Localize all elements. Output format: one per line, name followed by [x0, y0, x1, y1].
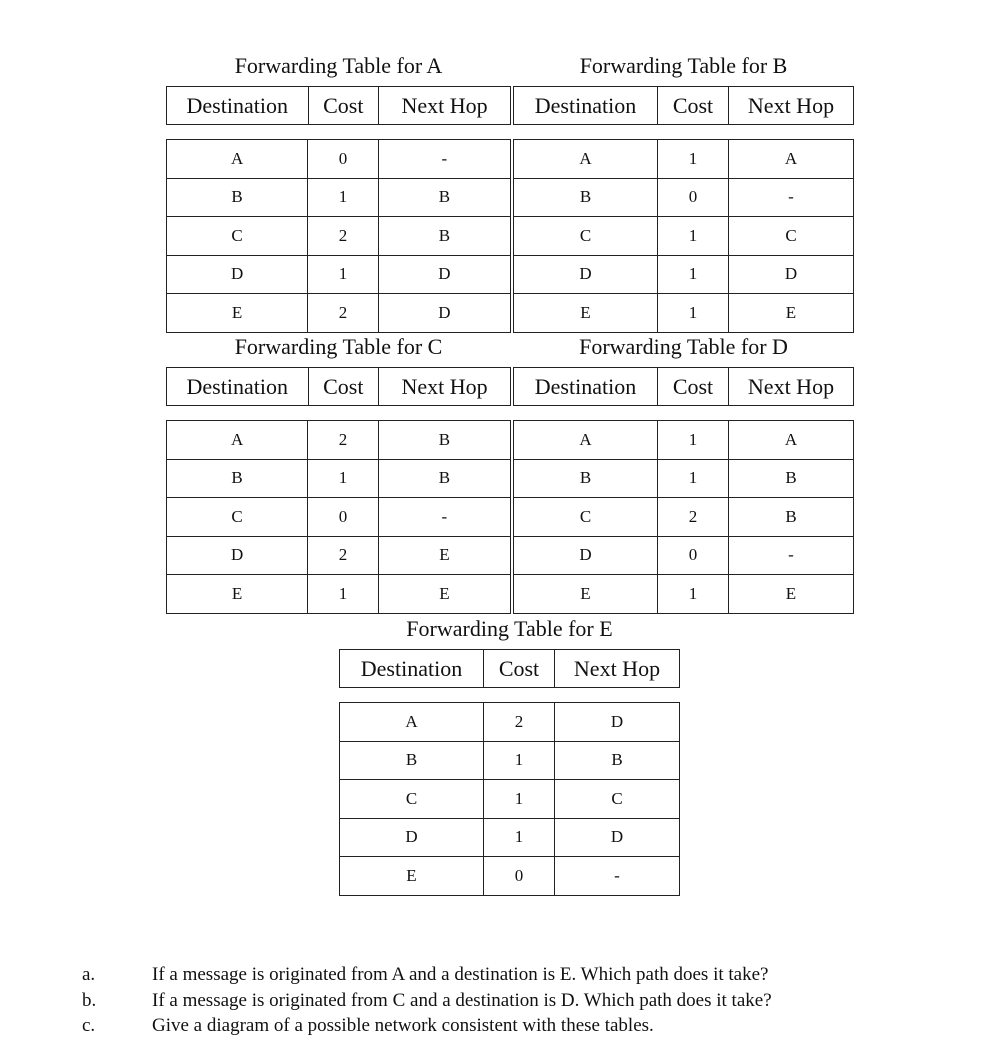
cell-cost: 1 — [658, 575, 729, 614]
cell-cost: 2 — [308, 217, 379, 256]
table-row — [514, 178, 854, 217]
table-row — [167, 140, 511, 179]
cell-next-hop: C — [729, 217, 854, 256]
cell-cost: 1 — [658, 140, 729, 179]
cell-cost: 0 — [658, 178, 729, 217]
cell-next-hop: B — [555, 741, 680, 780]
cell-next-hop: C — [555, 780, 680, 819]
cell-cost: 0 — [484, 857, 555, 896]
cell-next-hop: D — [555, 818, 680, 857]
cell-destination: B — [167, 178, 308, 217]
header-destination: Destination — [167, 87, 309, 125]
header-destination: Destination — [514, 368, 658, 406]
table-header — [513, 367, 854, 406]
cell-destination: C — [514, 217, 658, 256]
table-row — [514, 459, 854, 498]
cell-next-hop: D — [378, 294, 510, 333]
question-label: a. — [82, 964, 96, 985]
table-row — [514, 575, 854, 614]
cell-next-hop: E — [729, 294, 854, 333]
forwarding-table-e — [339, 616, 680, 889]
header-cost: Cost — [658, 87, 729, 125]
table-row — [514, 536, 854, 575]
table-row — [167, 498, 511, 537]
table-row — [514, 255, 854, 294]
cell-next-hop: - — [555, 857, 680, 896]
question-list — [76, 962, 936, 1039]
forwarding-table-c — [166, 334, 511, 607]
table-header — [166, 86, 511, 125]
cell-next-hop: E — [729, 575, 854, 614]
table-header — [513, 86, 854, 125]
cell-next-hop: B — [378, 421, 510, 460]
table-title: Forwarding Table for A — [234, 53, 443, 78]
question-text: If a message is originated from A and a destination is E. Which path does it take? — [152, 964, 769, 985]
header-next-hop: Next Hop — [729, 368, 854, 406]
cell-destination: D — [514, 255, 658, 294]
cell-cost: 1 — [308, 255, 379, 294]
cell-cost: 2 — [658, 498, 729, 537]
cell-destination: E — [167, 294, 308, 333]
cell-destination: E — [340, 857, 484, 896]
cell-destination: C — [167, 498, 308, 537]
cell-next-hop: - — [378, 498, 510, 537]
cell-cost: 1 — [308, 178, 379, 217]
cell-cost: 1 — [658, 459, 729, 498]
cell-cost: 1 — [658, 421, 729, 460]
cell-destination: A — [167, 140, 308, 179]
cell-next-hop: A — [729, 421, 854, 460]
table-title: Forwarding Table for B — [579, 53, 788, 78]
header-cost: Cost — [308, 87, 379, 125]
table-row — [514, 498, 854, 537]
cell-cost: 1 — [658, 217, 729, 256]
forwarding-table-a — [166, 53, 511, 326]
question-label: b. — [82, 989, 97, 1011]
table-row — [340, 741, 680, 780]
question-item — [76, 1013, 936, 1039]
cell-destination: A — [340, 703, 484, 742]
cell-destination: C — [514, 498, 658, 537]
cell-cost: 1 — [658, 294, 729, 333]
forwarding-table-d — [513, 334, 854, 607]
cell-next-hop: E — [378, 575, 510, 614]
table-row — [514, 140, 854, 179]
cell-destination: A — [514, 140, 658, 179]
cell-cost: 1 — [484, 818, 555, 857]
cell-next-hop: D — [555, 703, 680, 742]
table-title: Forwarding Table for E — [406, 616, 613, 641]
table-row — [340, 780, 680, 819]
question-item — [76, 962, 936, 988]
cell-cost: 0 — [308, 140, 379, 179]
table-row — [167, 421, 511, 460]
cell-destination: B — [340, 741, 484, 780]
cell-destination: A — [514, 421, 658, 460]
cell-cost: 2 — [308, 536, 379, 575]
cell-next-hop: D — [378, 255, 510, 294]
table-header — [339, 649, 680, 688]
cell-next-hop: D — [729, 255, 854, 294]
question-text: Give a diagram of a possible network consistent with these tables. — [152, 1015, 654, 1036]
cell-next-hop: - — [729, 178, 854, 217]
cell-destination: C — [340, 780, 484, 819]
table-header — [166, 367, 511, 406]
cell-destination: D — [514, 536, 658, 575]
header-cost: Cost — [658, 368, 729, 406]
cell-destination: A — [167, 421, 308, 460]
header-next-hop: Next Hop — [379, 87, 511, 125]
table-title: Forwarding Table for D — [579, 334, 788, 359]
cell-destination: E — [514, 575, 658, 614]
cell-cost: 2 — [484, 703, 555, 742]
cell-next-hop: B — [378, 459, 510, 498]
cell-destination: D — [167, 536, 308, 575]
cell-destination: E — [167, 575, 308, 614]
header-next-hop: Next Hop — [379, 368, 511, 406]
table-body — [166, 420, 511, 614]
cell-next-hop: - — [729, 536, 854, 575]
cell-cost: 0 — [308, 498, 379, 537]
cell-cost: 2 — [308, 294, 379, 333]
cell-next-hop: B — [729, 459, 854, 498]
cell-destination: E — [514, 294, 658, 333]
table-body — [339, 702, 680, 896]
cell-next-hop: B — [378, 217, 510, 256]
cell-cost: 1 — [484, 741, 555, 780]
table-row — [340, 703, 680, 742]
cell-destination: D — [340, 818, 484, 857]
table-body — [513, 420, 854, 614]
question-label: c. — [82, 1015, 96, 1036]
table-row — [167, 294, 511, 333]
table-row — [514, 217, 854, 256]
header-cost: Cost — [484, 650, 555, 688]
table-row — [167, 178, 511, 217]
cell-next-hop: B — [378, 178, 510, 217]
cell-next-hop: - — [378, 140, 510, 179]
table-title: Forwarding Table for C — [234, 334, 443, 359]
header-next-hop: Next Hop — [555, 650, 680, 688]
cell-cost: 1 — [308, 459, 379, 498]
cell-cost: 1 — [484, 780, 555, 819]
cell-next-hop: B — [729, 498, 854, 537]
question-item — [76, 988, 936, 1014]
table-row — [167, 255, 511, 294]
table-row — [167, 536, 511, 575]
table-row — [340, 857, 680, 896]
table-row — [514, 421, 854, 460]
cell-destination: B — [167, 459, 308, 498]
table-row — [167, 575, 511, 614]
cell-destination: B — [514, 178, 658, 217]
cell-next-hop: A — [729, 140, 854, 179]
table-row — [167, 217, 511, 256]
cell-cost: 0 — [658, 536, 729, 575]
table-body — [513, 139, 854, 333]
table-body — [166, 139, 511, 333]
cell-destination: D — [167, 255, 308, 294]
table-row — [514, 294, 854, 333]
header-destination: Destination — [340, 650, 484, 688]
header-destination: Destination — [167, 368, 309, 406]
cell-cost: 1 — [658, 255, 729, 294]
cell-next-hop: E — [378, 536, 510, 575]
forwarding-table-b — [513, 53, 854, 326]
table-row — [340, 818, 680, 857]
cell-cost: 2 — [308, 421, 379, 460]
header-cost: Cost — [308, 368, 379, 406]
table-row — [167, 459, 511, 498]
question-text: If a message is originated from C and a destination is D. Which path does it take? — [152, 989, 772, 1011]
cell-cost: 1 — [308, 575, 379, 614]
header-destination: Destination — [514, 87, 658, 125]
cell-destination: C — [167, 217, 308, 256]
cell-destination: B — [514, 459, 658, 498]
header-next-hop: Next Hop — [729, 87, 854, 125]
